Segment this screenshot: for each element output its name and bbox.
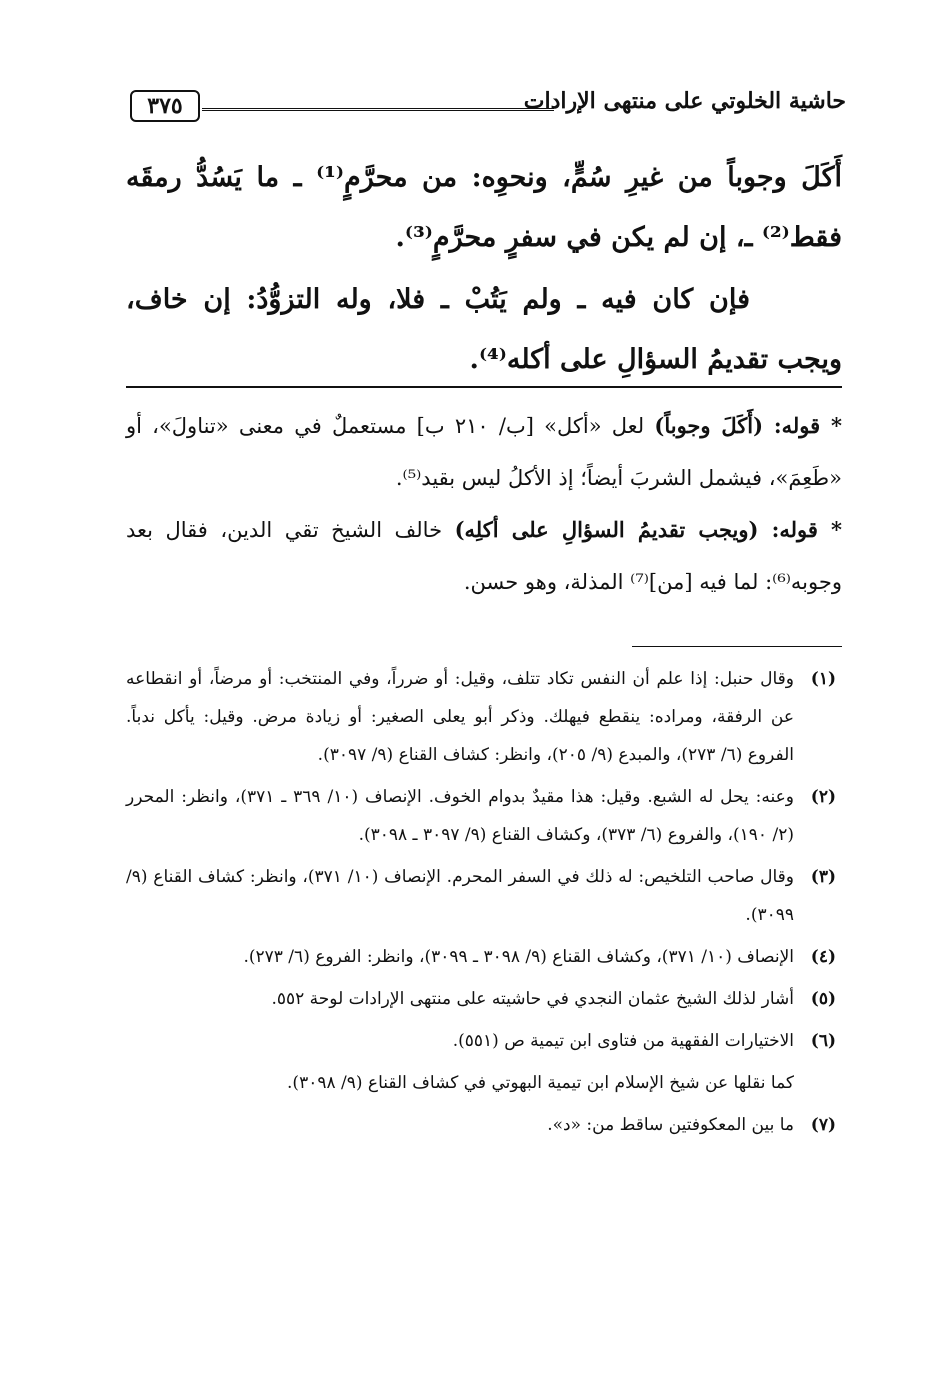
- commentary-item-1-label: * قوله: (أَكَلَ وجوباً): [654, 413, 842, 438]
- commentary-item-2: [126, 504, 842, 608]
- footnote-text: وقال صاحب التلخيص: له ذلك في السفر المحرم. الإنصاف (١٠/ ٣٧١)، وانظر: كشاف القناع (٩/ ٣٠٩٩).: [126, 867, 794, 925]
- footnote-text: الإنصاف (١٠/ ٣٧١)، وكشاف القناع (٩/ ٣٠٩٨ ـ ٣٠٩٩)، وانظر: الفروع (٦/ ٢٧٣).: [243, 947, 794, 967]
- footnote-7: [126, 1106, 842, 1144]
- footnote-6: [126, 1022, 842, 1060]
- footnote-text: كما نقلها عن شيخ الإسلام ابن تيمية البهوتي في كشاف القناع (٩/ ٣٠٩٨).: [287, 1073, 794, 1093]
- footnote-4: [126, 938, 842, 976]
- commentary-section: [126, 400, 842, 608]
- header-double-rule: [202, 108, 554, 111]
- footnote-6-continuation: [126, 1064, 842, 1102]
- commentary-item-2-text: خالف الشيخ تقي الدين، فقال بعد وجوبه⁽⁶⁾: لما فيه [من]⁽⁷⁾ المذلة، وهو حسن.: [126, 518, 842, 594]
- footnote-number: (٧): [810, 1115, 836, 1135]
- footnote-number: (٦): [810, 1031, 836, 1051]
- footnote-text: ما بين المعكوفتين ساقط من: «د».: [547, 1115, 794, 1135]
- commentary-item-1: [126, 400, 842, 504]
- footnote-separator-rule: [632, 646, 842, 647]
- footnote-number: (٣): [810, 867, 836, 887]
- footnote-2: [126, 778, 842, 854]
- page-number-box: ٣٧٥: [130, 90, 200, 122]
- footnotes-section: [126, 660, 842, 1148]
- footnote-5: [126, 980, 842, 1018]
- header-title: حاشية الخلوتي على منتهى الإرادات: [523, 88, 846, 114]
- footnote-number: (٥): [810, 989, 836, 1009]
- footnote-3: [126, 858, 842, 934]
- footnote-number: (٤): [810, 947, 836, 967]
- commentary-item-2-label: * قوله: (ويجب تقديمُ السؤالِ على أكلِه): [454, 517, 842, 542]
- footnote-1: [126, 660, 842, 774]
- footnote-text: الاختيارات الفقهية من فتاوى ابن تيمية ص (٥٥١).: [452, 1031, 794, 1051]
- footnote-text: وقال حنبل: إذا علم أن النفس تكاد تتلف، وقيل: أو ضرراً، وفي المنتخب: أو مرضاً، أو انقطاعه عن الرفقة، ومراده: ينقطع فيهلك. وذكر أبو يعلى الصغير: أو زيادة مرض. وقيل: يأكل ندباً. الفروع (٦/ ٢٧٣)، والمبدع (٩/ ٢٠٥)، وانظر: كشاف القناع (٩/ ٣٠٩٧).: [126, 669, 794, 765]
- running-header: [130, 86, 846, 130]
- footnote-number: (١): [810, 669, 836, 689]
- text-separator-rule: [126, 386, 842, 388]
- commentary-item-1-text: لعل «أكل» [ب/ ٢١٠ ب] مستعملٌ في معنى «تناولَ»، أو «طَعِمَ»، فيشمل الشربَ أيضاً؛ إذ الأكلُ ليس بقيد⁽⁵⁾.: [126, 414, 842, 490]
- footnote-text: وعنه: يحل له الشبع. وقيل: هذا مقيدٌ بدوام الخوف. الإنصاف (١٠/ ٣٦٩ ـ ٣٧١)، وانظر: المحرر (٢/ ١٩٠)، والفروع (٦/ ٣٧٣)، وكشاف القناع (٩/ ٣٠٩٧ ـ ٣٠٩٨).: [126, 787, 794, 845]
- main-text: [126, 148, 842, 390]
- footnote-number: (٢): [810, 787, 836, 807]
- main-paragraph-1: أَكَلَ وجوباً من غيرِ سُمٍّ، ونحوِه: من محرَّمٍ⁽¹⁾ ـ ما يَسُدُّ رمقَه فقط⁽²⁾ ـ، إن لم يكن في سفرٍ محرَّمٍ⁽³⁾.: [126, 162, 842, 253]
- main-paragraph-2: فإن كان فيه ـ ولم يَتُبْ ـ فلا، وله التزوُّدُ: إن خاف، ويجب تقديمُ السؤالِ على أكله⁽⁴⁾.: [126, 284, 842, 375]
- footnote-text: أشار لذلك الشيخ عثمان النجدي في حاشيته على منتهى الإرادات لوحة ٥٥٢.: [271, 989, 794, 1009]
